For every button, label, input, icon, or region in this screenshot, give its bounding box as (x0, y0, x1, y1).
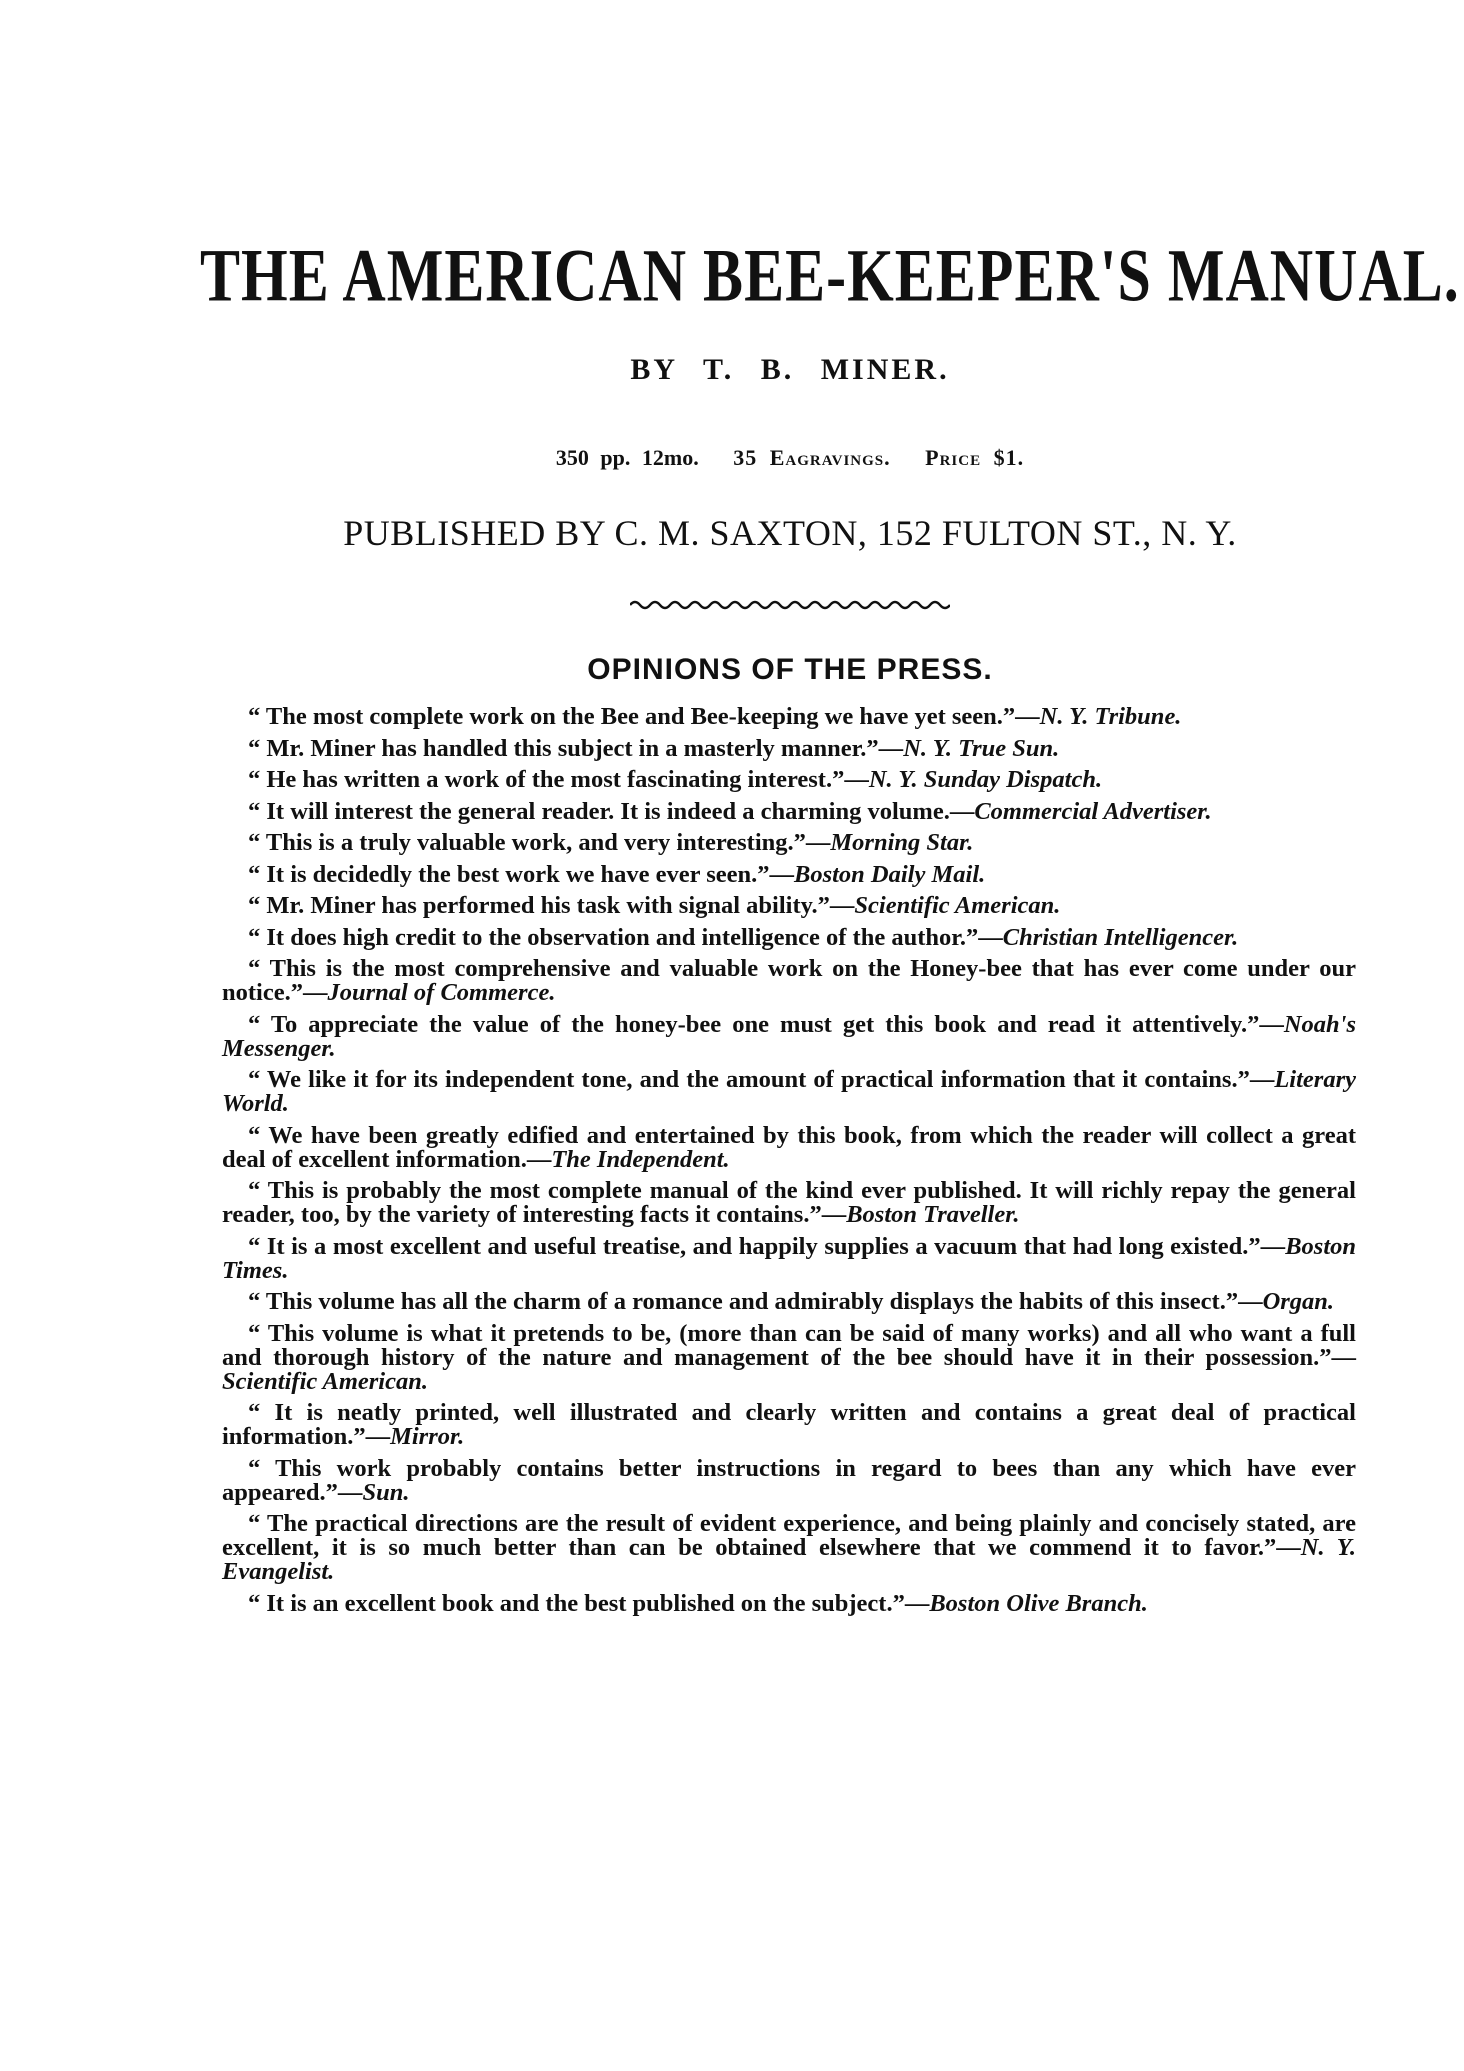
quote-source: N. Y. Evangelist. (222, 1534, 1356, 1585)
quote-text: “ Mr. Miner has handled this subject in a masterly manner.”— (248, 734, 904, 762)
press-quote (222, 797, 1356, 825)
quote-text: “ This is probably the most complete manual of the kind ever published. It will richly repay the general reader, too, by the variety of interesting facts it contains.”— (222, 1177, 1356, 1228)
quote-text: “ This work probably contains better instructions in regard to bees than any which have ever appeared.”— (222, 1454, 1356, 1506)
press-quote (222, 1512, 1356, 1584)
quote-text: “ The practical directions are the result of evident experience, and being plainly and concisely stated, are excellent, it is so much better than can be obtained elsewhere that we commend it to favor.”— (222, 1510, 1356, 1561)
quote-source: Morning Star. (830, 829, 974, 856)
author-line: BY T. B. MINER. (630, 353, 950, 386)
quote-text: “ It is an excellent book and the best published on the subject.”— (248, 1589, 930, 1617)
press-quote (222, 1454, 1356, 1506)
page-count: 350 pp. (555, 445, 631, 470)
press-quote (222, 1068, 1356, 1116)
quote-text: “ This is the most comprehensive and valuable work on the Honey-bee that has ever come under our notice.”— (222, 955, 1356, 1006)
quote-text: “ The most complete work on the Bee and Bee-keeping we have yet seen.”— (248, 703, 1040, 730)
quote-source: Boston Olive Branch. (929, 1589, 1148, 1617)
quote-source: Scientific American. (222, 1367, 428, 1395)
quote-text: “ It will interest the general reader. It is indeed a charming volume.— (248, 797, 975, 825)
press-quote (222, 894, 1356, 918)
press-quote (222, 1121, 1356, 1173)
press-quote (222, 1010, 1356, 1062)
press-quote (222, 1290, 1356, 1314)
press-quote (222, 1589, 1356, 1617)
quote-source: Commercial Advertiser. (974, 797, 1212, 825)
quote-source: Boston Traveller. (846, 1201, 1020, 1228)
press-quote (222, 1319, 1356, 1395)
quote-text: “ This is a truly valuable work, and very interesting.”— (248, 829, 831, 856)
book-format: 12mo. (641, 445, 699, 470)
quote-source: Journal of Commerce. (327, 979, 556, 1006)
book-price: Price $1. (925, 445, 1025, 470)
quote-source: The Independent. (551, 1145, 730, 1173)
publisher-line: PUBLISHED BY C. M. SAXTON, 152 FULTON ST., N. Y. (343, 513, 1237, 553)
quote-text: “ It is a most excellent and useful treatise, and happily supplies a vacuum that had long existed.”— (248, 1232, 1286, 1260)
press-quote (222, 860, 1356, 888)
press-quote (222, 705, 1356, 729)
quote-source: Noah's Messenger. (222, 1010, 1356, 1062)
quote-text: “ It is neatly printed, well illustrated and clearly written and contains a great deal of practical information.”— (222, 1399, 1356, 1450)
quote-text: “ He has written a work of the most fascinating interest.”— (248, 766, 869, 793)
press-quote (222, 957, 1356, 1005)
quote-source: N. Y. Sunday Dispatch. (868, 766, 1103, 793)
press-opinions-heading: OPINIONS OF THE PRESS. (587, 653, 993, 686)
quote-source: Boston Times. (222, 1232, 1356, 1284)
press-quote (222, 923, 1356, 951)
quote-text: “ We have been greatly edified and entertained by this book, from which the reader will collect a great deal of excellent information.— (222, 1121, 1356, 1173)
press-quote (222, 831, 1356, 855)
press-quote (222, 1179, 1356, 1227)
quote-text: “ It is decidedly the best work we have ever seen.”— (248, 860, 794, 888)
quote-source: Christian Intelligencer. (1002, 923, 1239, 951)
quote-source: N. Y. True Sun. (903, 734, 1060, 762)
quote-text: “ To appreciate the value of the honey-bee one must get this book and read it attentively.”— (248, 1010, 1284, 1038)
quote-text: “ We like it for its independent tone, and the amount of practical information that it contains.”— (248, 1066, 1275, 1093)
book-details (200, 447, 1380, 469)
press-quote (222, 768, 1356, 792)
quote-source: Sun. (362, 1478, 410, 1506)
quote-text: “ Mr. Miner has performed his task with signal ability.”— (248, 892, 855, 919)
quote-text: “ It does high credit to the observation and intelligence of the author.”— (248, 923, 1003, 951)
book-title: THE AMERICAN BEE-KEEPER'S MANUAL. (200, 234, 1460, 317)
press-quote (222, 1401, 1356, 1449)
press-quote (222, 1232, 1356, 1284)
press-quotes-list (222, 705, 1356, 1623)
quote-source: Literary World. (222, 1066, 1356, 1117)
quote-text: “ This volume has all the charm of a romance and admirably displays the habits of this insect.”— (248, 1288, 1263, 1315)
wavy-divider (630, 598, 950, 612)
quote-source: Mirror. (390, 1423, 465, 1450)
engravings-count: 35 Eagravings. (733, 445, 891, 470)
quote-source: N. Y. Tribune. (1039, 703, 1182, 730)
quote-source: Organ. (1262, 1288, 1335, 1315)
quote-text: “ This volume is what it pretends to be, (more than can be said of many works) and all who want a full and thorough history of the nature and management of the bee should have it in their possession.”— (222, 1319, 1356, 1371)
quote-source: Scientific American. (854, 892, 1061, 919)
press-quote (222, 734, 1356, 762)
quote-source: Boston Daily Mail. (793, 860, 986, 888)
